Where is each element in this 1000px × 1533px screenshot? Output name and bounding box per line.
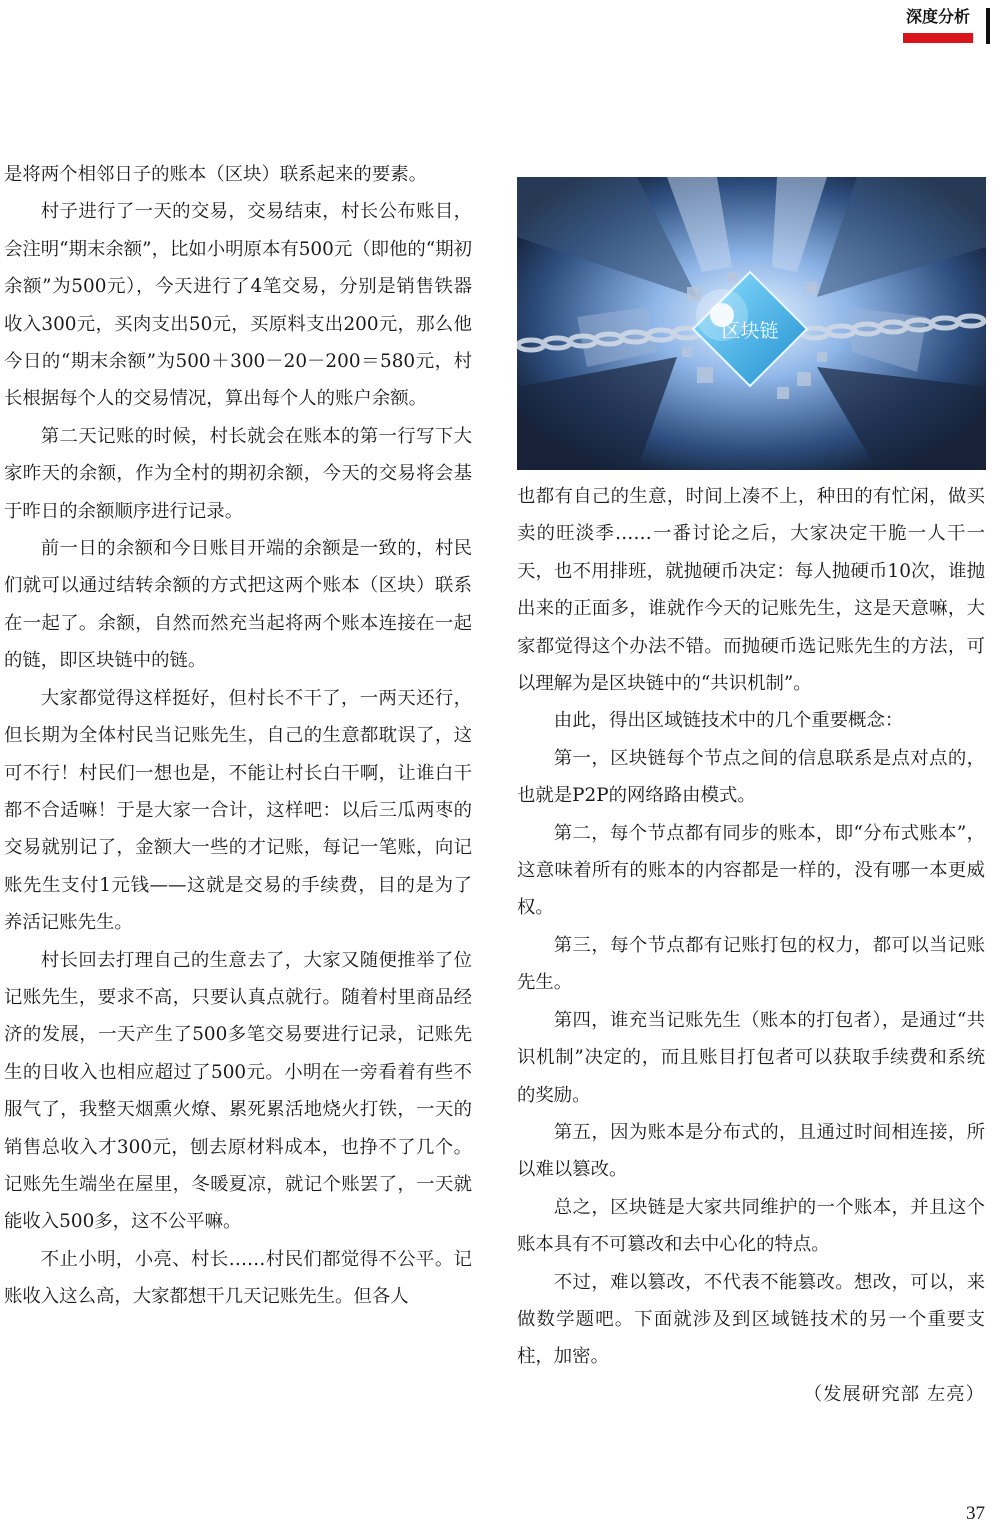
blockchain-illustration [517,177,986,470]
paragraph: 不止小明，小亮、村长……村民们都觉得不公平。记账收入这么高，大家都想干几天记账先生。但各人 [4,1248,472,1308]
paragraph: 不过，难以篡改，不代表不能篡改。想改，可以，来做数学题吧。下面就涉及到区域链技术的另一个重要支柱，加密。 [517,1271,985,1368]
paragraph: 由此，得出区域链技术中的几个重要概念： [553,710,904,732]
byline: （发展研究部 左亮） [803,1383,985,1405]
paragraph: 第三，每个节点都有记账打包的权力，都可以当记账先生。 [517,934,985,994]
section-label: 深度分析 [905,7,970,26]
paragraph: 前一日的余额和今日账目开端的余额是一致的，村民们就可以通过结转余额的方式把这两个账本（区块）联系在一起了。余额，自然而然充当起将两个账本连接在一起的链，即区块链中的链。 [4,538,472,672]
paragraph: 第二，每个节点都有同步的账本，即“分布式账本”，这意味着所有的账本的内容都是一样的，没有哪一本更威权。 [517,822,985,919]
paragraph: 第四，谁充当记账先生（账本的打包者），是通过“共识机制”决定的，而且账目打包者可以获取手续费和系统的奖励。 [517,1009,985,1106]
section-label-underline [903,33,973,43]
paragraph: 村子进行了一天的交易，交易结束，村长公布账目，会注明“期末余额”，比如小明原本有500元（即他的“期初余额”为500元），今天进行了4笔交易，分别是销售铁器收入300元，买肉支出50元，买原料支出200元，那么他今日的“期末余额”为500＋300－20－200＝580元，村长根据每个人的交易情况，算出每个人的账户余额。 [4,201,472,410]
paragraph: 是将两个相邻日子的账本（区块）联系起来的要素。 [4,164,427,185]
left-column [4,156,472,1316]
paragraph: 总之，区块链是大家共同维护的一个账本，并且这个账本具有不可篡改和去中心化的特点。 [517,1196,985,1256]
paragraph: 也都有自己的生意，时间上凑不上，种田的有忙闲，做买卖的旺淡季……一番讨论之后，大家决定干脆一人干一天，也不用排班，就抛硬币决定：每人抛硬币10次，谁抛出来的正面多，谁就作今天的记账先生，这是天意嘛，大家都觉得这个办法不错。而抛硬币选记账先生的方法，可以理解为是区块链中的“共识机制”。 [517,486,985,695]
right-column [517,478,985,1413]
paragraph: 大家都觉得这样挺好，但村长不干了，一两天还行，但长期为全体村民当记账先生，自己的生意都耽误了，这可不行！村民们一想也是，不能让村长白干啊，让谁白干都不合适嘛！于是大家一合计，这样吧：以后三瓜两枣的交易就别记了，金额大一些的才记账，每记一笔账，向记账先生支付1元钱——这就是交易的手续费，目的是为了养活记账先生。 [4,687,472,934]
header-vertical-rule [986,8,990,44]
paragraph: 第二天记账的时候，村长就会在账本的第一行写下大家昨天的余额，作为全村的期初余额，今天的交易将会基于昨日的余额顺序进行记录。 [4,425,472,522]
paragraph: 村长回去打理自己的生意去了，大家又随便推举了位记账先生，要求不高，只要认真点就行。随着村里商品经济的发展，一天产生了500多笔交易要进行记录，记账先生的日收入也相应超过了500元。小明在一旁看着有些不服气了，我整天烟熏火燎、累死累活地烧火打铁，一天的销售总收入才300元，刨去原材料成本，也挣不了几个。记账先生端坐在屋里，冬暖夏凉，就记个账罢了，一天就能收入500多，这不公平嘛。 [4,949,472,1233]
figure-label: 区块链 [721,320,779,342]
paragraph: 第五，因为账本是分布式的，且通过时间相连接，所以难以篡改。 [517,1121,985,1181]
paragraph: 第一，区块链每个节点之间的信息联系是点对点的，也就是P2P的网络路由模式。 [517,747,985,807]
page-number: 37 [966,1503,985,1524]
